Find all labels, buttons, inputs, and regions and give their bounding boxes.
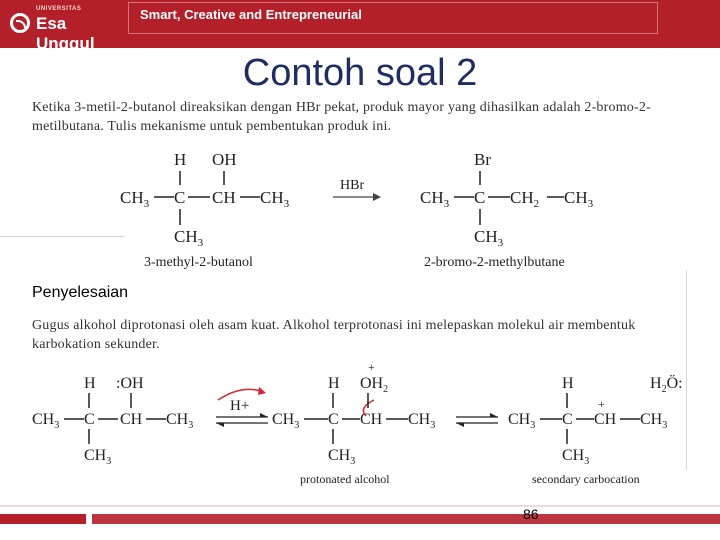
electron-push-arrowhead [258, 387, 266, 395]
svg-text:C: C [84, 411, 95, 428]
svg-text:CH3: $CH_3$ [84, 447, 112, 467]
reactant-name: 3-methyl-2-butanol [144, 255, 253, 270]
page-number: 86 [523, 506, 539, 522]
svg-text:CH: CH [212, 188, 236, 207]
reaction-arrowhead [373, 193, 381, 201]
carbocation-name: secondary carbocation [532, 472, 640, 486]
svg-text:H: H [562, 375, 574, 392]
svg-text:CH3: $CH_3$ [474, 227, 504, 249]
svg-text:CH: CH [594, 411, 617, 428]
svg-text:CH2: $CH_2$ [510, 188, 540, 210]
reaction-scheme-1 [100, 145, 620, 275]
logo-subtext: UNIVERSITAS [36, 6, 82, 12]
university-logo[interactable] [6, 4, 126, 53]
svg-text:+: + [368, 362, 375, 374]
equilibrium-forward-head [260, 413, 268, 417]
intermediate-name: protonated alcohol [300, 472, 390, 486]
svg-text:CH3: $CH_3$ [272, 411, 300, 431]
svg-text:+: + [598, 397, 605, 411]
svg-text:C: C [328, 411, 339, 428]
svg-text:CH3: $CH_3$ [562, 447, 590, 467]
product-name: 2-bromo-2-methylbutane [424, 255, 565, 270]
svg-text:H: H [174, 150, 187, 169]
svg-text:CH3: $CH_3$ [260, 188, 290, 210]
equilibrium-forward-head-2 [490, 413, 498, 417]
tagline: Smart, Creative and Entrepreneurial [140, 7, 362, 22]
solution-text: Gugus alkohol diprotonasi oleh asam kuat. Alkohol terprotonasi ini melepaskan molekul air membentuk karbokation sekunder. [32, 318, 636, 352]
svg-text:CH3: $CH_3$ [166, 411, 194, 431]
svg-text:CH3: $CH_3$ [408, 411, 436, 431]
svg-text:CH3: $CH_3$ [32, 411, 60, 431]
svg-text::OH: :OH [116, 375, 144, 392]
svg-text:CH3: $CH_3$ [420, 188, 450, 210]
reaction-scheme-2 [32, 362, 688, 488]
equilibrium-back-head [216, 423, 224, 427]
solution-heading: Penyelesaian [32, 284, 129, 301]
svg-text:CH3: $CH_3$ [508, 411, 536, 431]
svg-text:CH: CH [120, 411, 143, 428]
svg-text:C: C [474, 188, 486, 207]
svg-text:C: C [174, 188, 186, 207]
svg-text:H: H [84, 375, 96, 392]
svg-text:CH: CH [360, 411, 383, 428]
footer-decoration [0, 498, 720, 540]
svg-text:C: C [562, 411, 573, 428]
svg-text:OH2: $OH_2$ [360, 375, 389, 395]
svg-text:CH3: $CH_3$ [564, 188, 594, 210]
svg-text:CH3: $CH_3$ [640, 411, 668, 431]
water-label: $H_2Ö$: [650, 375, 683, 395]
slide-title: Contoh soal 2 [242, 52, 478, 94]
svg-text:CH3: $CH_3$ [174, 227, 204, 249]
reagent-label: HBr [340, 178, 365, 193]
problem-text: Ketika 3-metil-2-butanol direaksikan dengan HBr pekat, produk mayor yang dihasilkan adalah 2-bromo-2-metilbutana. Tulis mekanisme untuk pembentukan produk ini. [32, 100, 651, 134]
acid-reagent: H+ [230, 398, 250, 414]
logo-mark-icon [10, 13, 30, 33]
header-bar [0, 0, 720, 53]
svg-text:CH3: $CH_3$ [328, 447, 356, 467]
svg-text:H: H [328, 375, 340, 392]
logo-name: Esa Unggul [36, 14, 95, 53]
svg-text:CH3: $CH_3$ [120, 188, 150, 210]
svg-text:OH: OH [212, 150, 237, 169]
svg-text:Br: Br [474, 150, 491, 169]
equilibrium-back-head-2 [456, 423, 464, 427]
